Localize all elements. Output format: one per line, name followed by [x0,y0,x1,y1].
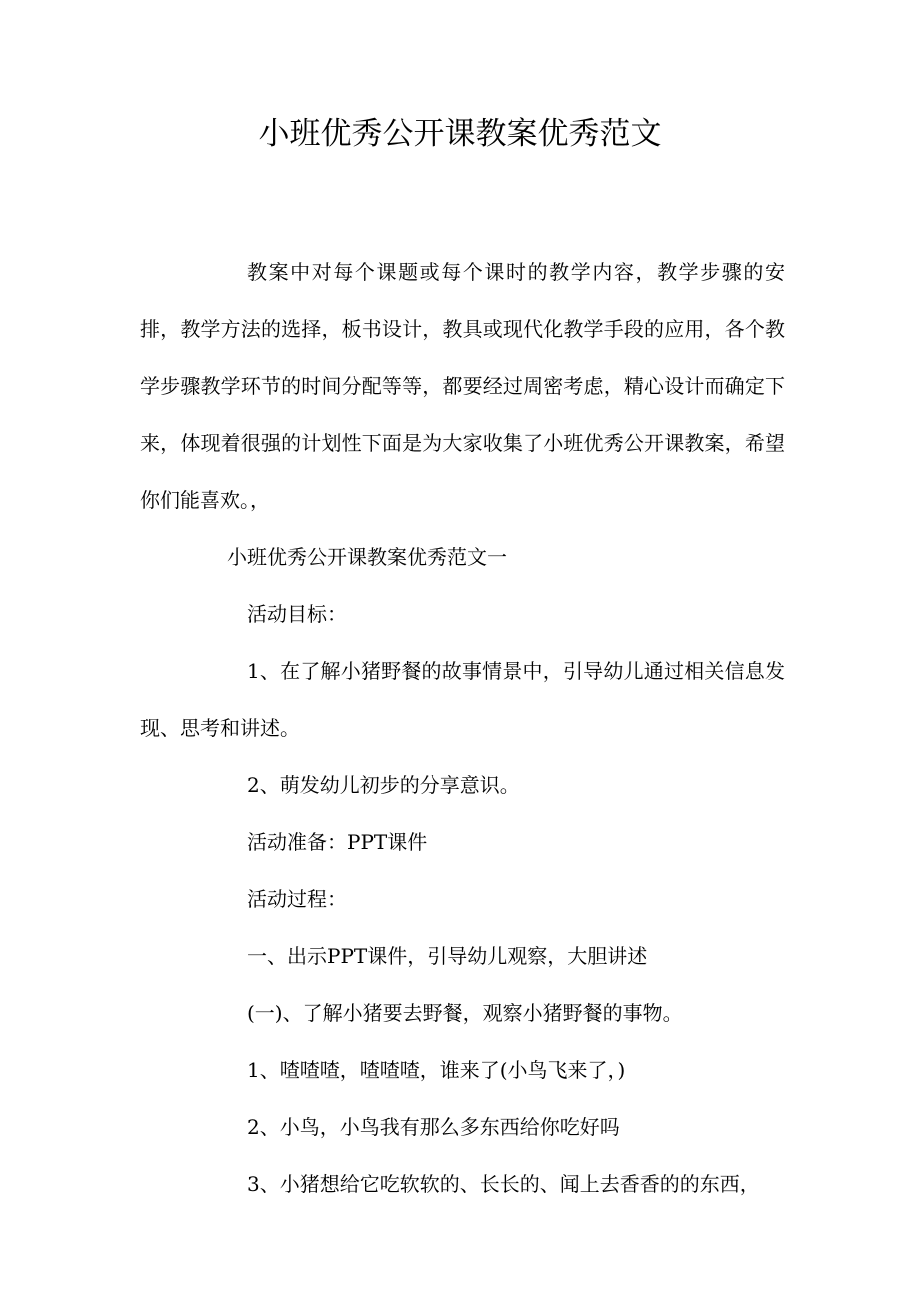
preparation-line: 活动准备：PPT课件 [247,830,428,854]
goal-item-2: 2、萌发幼儿初步的分享意识。 [247,773,520,797]
document-body [140,244,785,1213]
goal-item-1: 1、在了解小猪野餐的故事情景中，引导幼儿通过相关信息发现、思考和讲述。 [140,659,785,740]
process-line-3: 3、小猪想给它吃软软的、长长的、闻上去香香的的东西， [247,1172,760,1196]
process-label: 活动过程： [247,887,347,911]
process-step-1-sub: (一)、了解小猪要去野餐，观察小猪野餐的事物。 [247,1001,683,1025]
section-heading: 小班优秀公开课教案优秀范文一 [227,545,507,569]
goals-label: 活动目标： [247,602,347,626]
intro-paragraph: 教案中对每个课题或每个课时的教学内容，教学步骤的安排，教学方法的选择，板书设计，教具或现代化教学手段的应用，各个教学步骤教学环节的时间分配等等，都要经过周密考虑，精心设计而确定下来，体现着很强的计划性下面是为大家收集了小班优秀公开课教案，希望你们能喜欢。， [140,260,785,512]
process-line-1: 1、喳喳喳，喳喳喳，谁来了(小鸟飞来了，) [247,1058,626,1082]
document-title: 小班优秀公开课教案优秀范文 [258,116,662,152]
process-line-2: 2、小鸟，小鸟我有那么多东西给你吃好吗 [247,1115,620,1139]
process-step-1: 一、出示PPT课件，引导幼儿观察，大胆讲述 [247,944,648,968]
